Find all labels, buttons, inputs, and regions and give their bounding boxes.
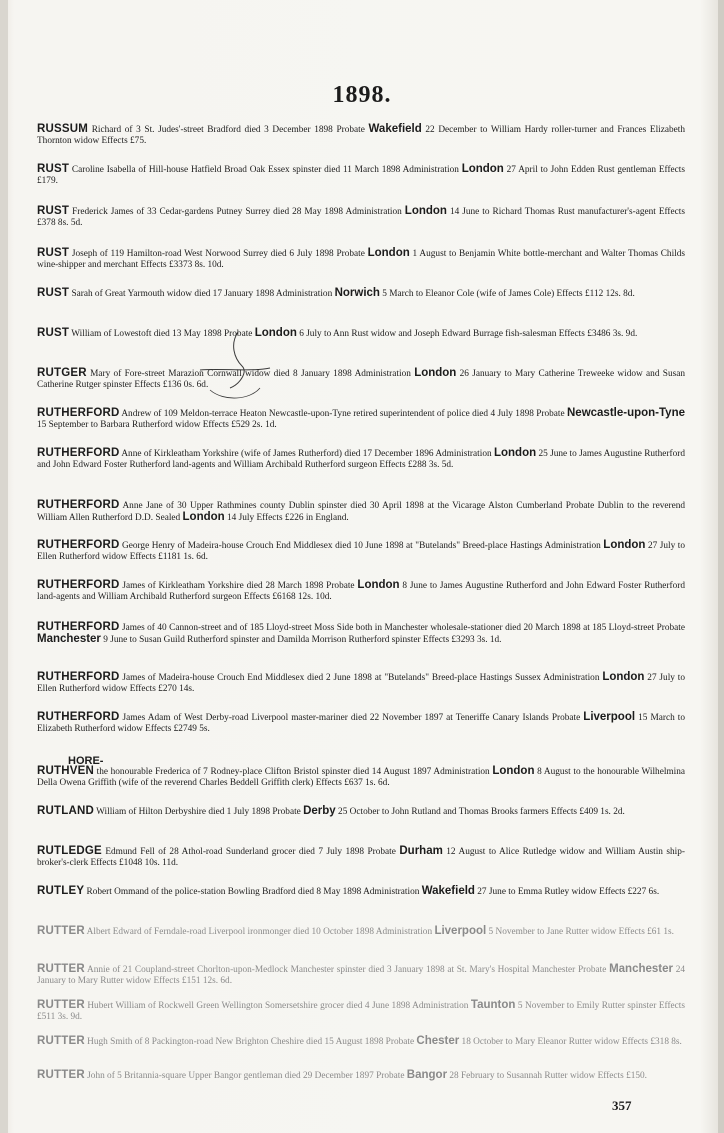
- probate-entry: [37, 408, 685, 431]
- probate-entry: [37, 886, 685, 898]
- entry-surname: RUTGER: [37, 367, 87, 379]
- entry-text: William of Lowestoft died 13 May 1898 Probate: [71, 329, 255, 339]
- probate-entry: [37, 964, 685, 987]
- probate-entry: [37, 926, 685, 938]
- probate-entry: [37, 448, 685, 471]
- probate-entry: [37, 806, 685, 818]
- entry-surname: RUTLEDGE: [37, 845, 102, 857]
- entry-registry: Liverpool: [434, 925, 487, 937]
- entry-text: Edmund Fell of 28 Athol-road Sunderland grocer died 7 July 1898 Probate: [105, 847, 400, 857]
- entry-text-continued: 1 August to Benjamin White bottle-merchant and Walter Thomas Childs wine-shipper and merchant Effects £3373 8s. 10d.: [37, 249, 685, 270]
- probate-entry: [37, 248, 685, 271]
- entry-surname: RUTHERFORD: [37, 671, 120, 683]
- probate-entry: [37, 288, 685, 300]
- entry-text-continued: 22 December to William Hardy roller-turner and Frances Elizabeth Thornton widow Effects £75.: [37, 125, 686, 146]
- entry-registry: Derby: [303, 805, 336, 817]
- entry-text-continued: 25 June to James Augustine Rutherford and John Edward Foster Rutherford land-agents and William Archibald Rutherford surgeon Effects £288 3s. 5d.: [37, 449, 686, 470]
- entry-text: Anne of Kirkleatham Yorkshire (wife of James Rutherford) died 17 December 1896 Administration: [121, 449, 494, 459]
- probate-entry: [37, 540, 685, 563]
- entry-registry: London: [603, 539, 646, 551]
- entry-text: Andrew of 109 Meldon-terrace Heaton Newcastle-upon-Tyne retired superintendent of police died 4 July 1898 Probate: [121, 409, 567, 419]
- entry-text-continued: 27 June to Emma Rutley widow Effects £227 6s.: [474, 887, 660, 897]
- entry-text-continued: 14 June to Richard Thomas Rust manufacturer's-agent Effects £378 8s. 5d.: [37, 207, 685, 228]
- entry-registry: London: [602, 671, 645, 683]
- entry-surname: RUTLAND: [37, 805, 94, 817]
- page-right-edge: [718, 0, 724, 1133]
- entry-registry: London: [414, 367, 457, 379]
- entry-text: Hubert William of Rockwell Green Wellington Somersetshire grocer died 4 June 1898 Administration: [87, 1001, 471, 1011]
- entry-registry: Manchester: [609, 963, 673, 975]
- entry-text-continued: 6 July to Ann Rust widow and Joseph Edward Burrage fish-salesman Effects £3486 3s. 9d.: [296, 329, 638, 339]
- entry-text: James of Kirkleatham Yorkshire died 28 March 1898 Probate: [122, 581, 358, 591]
- entry-text: Mary of Fore-street Marazion Cornwall widow died 8 January 1898 Administration: [90, 369, 415, 379]
- entry-text: Frederick James of 33 Cedar-gardens Putney Surrey died 28 May 1898 Administration: [72, 207, 405, 217]
- entry-text-continued: 24 January to Mary Rutter widow Effects £151 12s. 6d.: [37, 965, 686, 986]
- entry-registry: Newcastle-upon-Tyne: [567, 407, 685, 419]
- entry-surname: RUTTER: [37, 925, 85, 937]
- entry-registry: London: [182, 511, 225, 523]
- entry-registry: London: [461, 163, 504, 175]
- entry-surname: RUST: [37, 205, 70, 217]
- probate-entry: [37, 1036, 685, 1048]
- entry-registry: Wakefield: [368, 123, 422, 135]
- page-year-heading: 1898.: [332, 82, 392, 108]
- entry-text-continued: 14 July Effects £226 in England.: [224, 513, 349, 523]
- entry-registry: Norwich: [334, 287, 380, 299]
- entry-text: Annie of 21 Coupland-street Chorlton-upon-Medlock Manchester spinster died 3 January 1898 at St. Mary's Hospital Manchester Probate: [87, 965, 610, 975]
- probate-entry: [37, 1000, 685, 1023]
- entry-text: Sarah of Great Yarmouth widow died 17 January 1898 Administration: [71, 289, 335, 299]
- probate-entry: [37, 622, 685, 646]
- entry-registry: London: [367, 247, 410, 259]
- entry-registry: London: [254, 327, 297, 339]
- entry-text-continued: 5 November to Jane Rutter widow Effects £61 1s.: [486, 927, 674, 937]
- probate-entry: [37, 766, 685, 789]
- probate-entry: [37, 846, 685, 869]
- entry-surname: RUTHERFORD: [37, 499, 120, 511]
- entry-text-continued: 8 June to James Augustine Rutherford and John Edward Foster Rutherford land-agents and William Archibald Rutherford surgeon Effects £6168 12s. 10d.: [37, 581, 686, 602]
- entry-surname: RUTHERFORD: [37, 579, 120, 591]
- entry-registry: London: [492, 765, 535, 777]
- probate-entry: [37, 500, 685, 524]
- entry-surname: RUST: [37, 247, 70, 259]
- entry-text: Robert Ommand of the police-station Bowling Bradford died 8 May 1898 Administration: [86, 887, 422, 897]
- hore-prefix-label: HORE-: [68, 755, 104, 767]
- entry-registry: Bangor: [406, 1069, 448, 1081]
- entry-text-continued: 15 March to Elizabeth Rutherford widow Effects £2749 5s.: [37, 713, 685, 734]
- probate-entry: [37, 712, 685, 735]
- entry-surname: RUTTER: [37, 1069, 85, 1081]
- entry-surname: RUTTER: [37, 963, 85, 975]
- entry-text-continued: 8 August to the honourable Wilhelmina Della Owena Griffith (wife of the reverend Charles Beddell Griffith clerk) Effects £637 1s. 6d.: [37, 767, 686, 788]
- entry-text-continued: 12 August to Alice Rutledge widow and William Austin ship-broker's-clerk Effects £1048 10s. 11d.: [37, 847, 685, 868]
- entry-text: Caroline Isabella of Hill-house Hatfield Broad Oak Essex spinster died 11 March 1898 Administration: [71, 165, 462, 175]
- entry-text: William of Hilton Derbyshire died 1 July 1898 Probate: [96, 807, 304, 817]
- entry-text-continued: 26 January to Mary Catherine Treweeke widow and Susan Catherine Rutger spinster Effects £136 0s. 6d.: [37, 369, 685, 390]
- entry-registry: Liverpool: [583, 711, 636, 723]
- entry-surname: RUTTER: [37, 999, 85, 1011]
- entry-surname: RUTHVEN: [37, 765, 94, 777]
- probate-entry: [37, 580, 685, 603]
- entry-text-continued: 5 March to Eleanor Cole (wife of James Cole) Effects £112 12s. 8d.: [379, 289, 635, 299]
- entry-registry: Chester: [416, 1035, 460, 1047]
- entry-registry: Wakefield: [421, 885, 475, 897]
- entry-surname: RUST: [37, 163, 70, 175]
- entry-text: George Henry of Madeira-house Crouch End Middlesex died 10 June 1898 at "Butelands" Breed-place Hastings Administration: [122, 541, 604, 551]
- probate-entry: [37, 206, 685, 229]
- entry-text-continued: 28 February to Susannah Rutter widow Effects £150.: [447, 1071, 647, 1081]
- entry-surname: RUTTER: [37, 1035, 85, 1047]
- entry-text-continued: 27 April to John Edden Rust gentleman Effects £179.: [37, 165, 685, 186]
- entry-surname: RUTHERFORD: [37, 711, 120, 723]
- entry-surname: RUTHERFORD: [37, 447, 120, 459]
- entry-text-continued: 27 July to Ellen Rutherford widow Effects £270 14s.: [37, 673, 685, 694]
- entry-surname: RUTHERFORD: [37, 621, 120, 633]
- entry-text-continued: 25 October to John Rutland and Thomas Brooks farmers Effects £409 1s. 2d.: [335, 807, 625, 817]
- entry-surname: RUSSUM: [37, 123, 89, 135]
- entry-text: the honourable Frederica of 7 Rodney-place Clifton Bristol spinster died 14 August 1897 Administration: [96, 767, 493, 777]
- entry-text: Hugh Smith of 8 Packington-road New Brighton Cheshire died 15 August 1898 Probate: [87, 1037, 417, 1047]
- entry-text: Anne Jane of 30 Upper Rathmines county Dublin spinster died 30 April 1898 at the Vicarage Alston Cumberland Probate Dublin to the reverend William Allen Rutherford D.D. Sealed: [37, 501, 685, 523]
- entry-surname: RUST: [37, 327, 70, 339]
- entry-text-continued: 15 September to Barbara Rutherford widow Effects £529 2s. 1d.: [37, 420, 277, 430]
- probate-entry: [37, 672, 685, 695]
- probate-entry: [37, 1070, 685, 1082]
- entry-text: James Adam of West Derby-road Liverpool master-mariner died 22 November 1897 at Teneriffe Canary Islands Probate: [122, 713, 584, 723]
- probate-entry: [37, 124, 685, 147]
- entry-registry: London: [493, 447, 537, 459]
- entry-text-continued: 27 July to Ellen Rutherford widow Effects £1181 1s. 6d.: [37, 541, 686, 562]
- page-left-edge: [0, 0, 8, 1133]
- probate-entry: [37, 368, 685, 391]
- entry-registry: Durham: [399, 845, 443, 857]
- entry-text: Richard of 3 St. Judes'-street Bradford died 3 December 1898 Probate: [91, 125, 369, 135]
- entry-registry: Taunton: [470, 999, 516, 1011]
- page-number: 357: [612, 1098, 632, 1113]
- entry-text-continued: 5 November to Emily Rutter spinster Effects £511 3s. 9d.: [37, 1001, 685, 1022]
- entry-surname: RUTHERFORD: [37, 407, 120, 419]
- entry-surname: RUTHERFORD: [37, 539, 120, 551]
- entry-registry: London: [404, 205, 447, 217]
- entry-text: James of Madeira-house Crouch End Middlesex died 2 June 1898 at "Butelands" Breed-place Hastings Sussex Administration: [122, 673, 603, 683]
- probate-entry: [37, 328, 685, 340]
- probate-entry: [37, 164, 685, 187]
- entry-text-continued: 9 June to Susan Guild Rutherford spinster and Damilda Morrison Rutherford spinster Effects £3293 3s. 1d.: [100, 635, 502, 645]
- entry-surname: RUTLEY: [37, 885, 85, 897]
- entry-text-continued: 18 October to Mary Eleanor Rutter widow Effects £318 8s.: [459, 1037, 682, 1047]
- entry-registry: London: [357, 579, 400, 591]
- entry-surname: RUST: [37, 287, 70, 299]
- entry-text: James of 40 Cannon-street and of 185 Lloyd-street Moss Side both in Manchester wholesale-stationer died 20 March 1898 at 185 Lloyd-street Probate: [121, 623, 685, 633]
- entry-text: Albert Edward of Ferndale-road Liverpool ironmonger died 10 October 1898 Administration: [86, 927, 435, 937]
- entry-text: Joseph of 119 Hamilton-road West Norwood Surrey died 6 July 1898 Probate: [71, 249, 368, 259]
- entry-text: John of 5 Britannia-square Upper Bangor gentleman died 29 December 1897 Probate: [87, 1071, 407, 1081]
- entry-registry: Manchester: [37, 633, 101, 645]
